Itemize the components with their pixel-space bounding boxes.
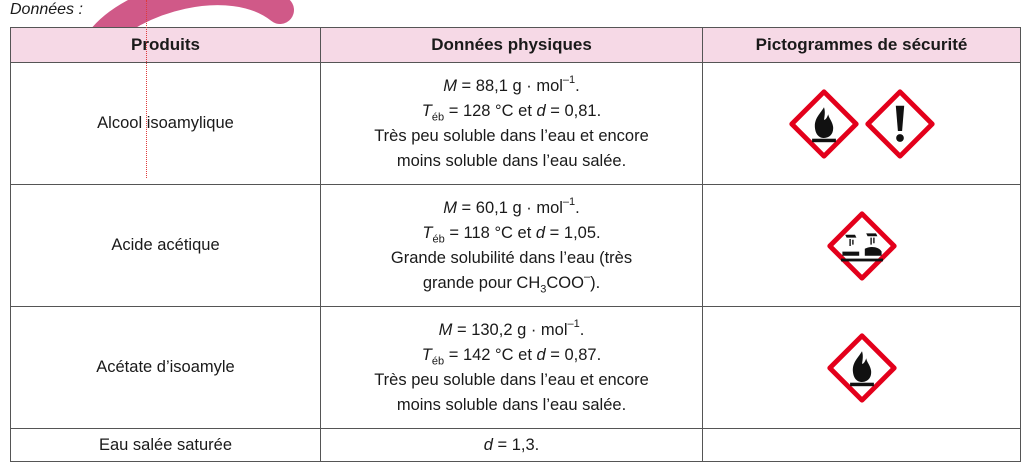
table-row [11,63,1021,185]
table-row [11,429,1021,462]
header-donnees-physiques: Données physiques [321,28,703,63]
dotted-mark [146,0,147,178]
header-produits: Produits [11,28,321,63]
header-pictogrammes: Pictogrammes de sécurité [703,28,1021,63]
pictograms-cell [703,185,1021,307]
flame-icon [789,89,859,159]
physical-data: M = 60,1 g · mol$^{-1}$. $T_{éb} = 118$ °C et d = 1,05. Grande solubilité dans l’eau (très grande pour $CH_3COO^-$). [321,185,703,307]
data-table [10,27,1021,462]
physical-data: M = 130,2 g · mol$^{-1}$. $T_{éb} = 142$ °C et d = 0,87. Très peu soluble dans l’eau et encore moins soluble dans l’eau salée. [321,307,703,429]
caption-donnees: Données : [10,1,83,18]
product-name: Eau salée saturée [11,429,321,462]
header-row [11,28,1021,63]
product-name: Alcool isoamylique [11,63,321,185]
corrosion-icon [827,211,897,281]
table-row [11,185,1021,307]
pictograms-cell [703,307,1021,429]
pictograms-cell [703,429,1021,462]
physical-data: d = 1,3. [321,429,703,462]
table-row [11,307,1021,429]
pictograms-cell [703,63,1021,185]
flame-icon [827,333,897,403]
product-name: Acétate d’isoamyle [11,307,321,429]
physical-data: M = 88,1 g · mol$^{-1}$. $T_{éb} = 128$ °C et d = 0,81. Très peu soluble dans l’eau et encore moins soluble dans l’eau salée. [321,63,703,185]
product-name: Acide acétique [11,185,321,307]
exclamation-icon [865,89,935,159]
